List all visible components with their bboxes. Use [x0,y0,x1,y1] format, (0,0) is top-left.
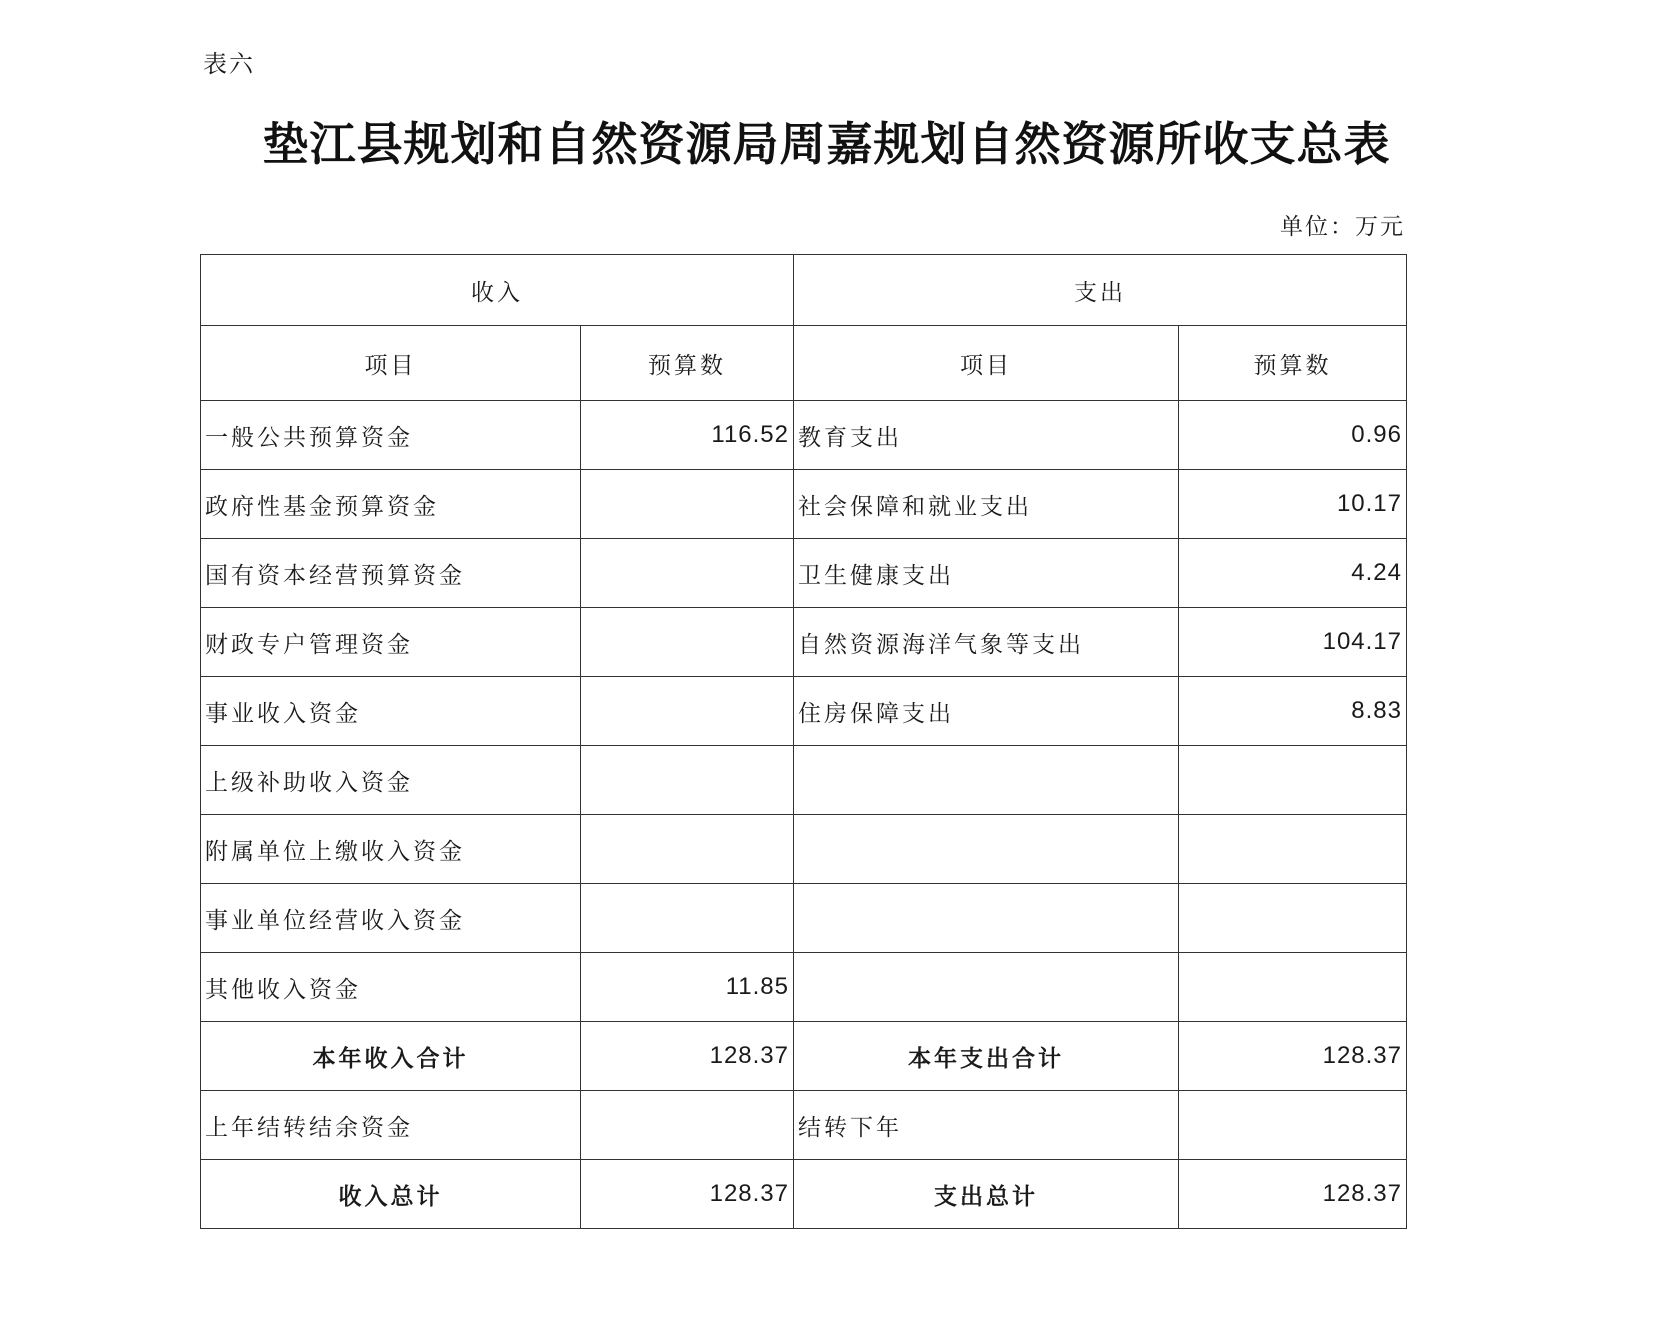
income-value-cell [581,608,794,677]
table-row [201,1091,1407,1160]
expense-item-cell: 自然资源海洋气象等支出 [794,608,1179,677]
income-item-cell: 事业收入资金 [201,677,581,746]
income-item-cell: 其他收入资金 [201,953,581,1022]
expense-value-cell: 10.17 [1179,470,1407,539]
expense-value-cell: 128.37 [1179,1022,1407,1091]
expense-item-cell [794,746,1179,815]
income-value-cell: 128.37 [581,1160,794,1229]
expense-item-cell: 教育支出 [794,401,1179,470]
income-item-cell: 财政专户管理资金 [201,608,581,677]
expense-item-cell [794,884,1179,953]
expense-item-cell: 住房保障支出 [794,677,1179,746]
income-value-cell [581,815,794,884]
table-row [201,677,1407,746]
expense-value-cell: 0.96 [1179,401,1407,470]
expense-item-cell: 支出总计 [794,1160,1179,1229]
expense-item-cell [794,953,1179,1022]
table-label: 表六 [203,50,255,78]
table-header-row [201,255,1407,326]
expense-value-cell [1179,953,1407,1022]
income-item-cell: 一般公共预算资金 [201,401,581,470]
table-row [201,815,1407,884]
income-item-header: 项目 [201,326,581,401]
expense-item-cell: 结转下年 [794,1091,1179,1160]
income-value-cell [581,539,794,608]
income-value-cell: 116.52 [581,401,794,470]
expense-item-cell: 本年支出合计 [794,1022,1179,1091]
income-expense-table [200,254,1407,1229]
table-subheader-row [201,326,1407,401]
table-row [201,470,1407,539]
income-item-cell: 本年收入合计 [201,1022,581,1091]
expense-value-cell [1179,1091,1407,1160]
expense-item-cell [794,815,1179,884]
expense-item-cell: 卫生健康支出 [794,539,1179,608]
income-item-cell: 政府性基金预算资金 [201,470,581,539]
income-value-cell [581,470,794,539]
table-row [201,884,1407,953]
expense-item-header: 项目 [794,326,1179,401]
income-value-cell [581,1091,794,1160]
income-value-cell: 128.37 [581,1022,794,1091]
expense-value-cell: 4.24 [1179,539,1407,608]
table-row [201,953,1407,1022]
income-item-cell: 上年结转结余资金 [201,1091,581,1160]
income-value-cell: 11.85 [581,953,794,1022]
expense-value-cell [1179,746,1407,815]
expense-value-cell [1179,815,1407,884]
income-value-cell [581,884,794,953]
expense-header: 支出 [794,255,1407,326]
table-row [201,608,1407,677]
income-item-cell: 上级补助收入资金 [201,746,581,815]
expense-value-cell: 8.83 [1179,677,1407,746]
table-row [201,1160,1407,1229]
income-value-cell [581,746,794,815]
table-row [201,539,1407,608]
income-budget-header: 预算数 [581,326,794,401]
expense-budget-header: 预算数 [1179,326,1407,401]
expense-item-cell: 社会保障和就业支出 [794,470,1179,539]
income-item-cell: 附属单位上缴收入资金 [201,815,581,884]
page-title: 垫江县规划和自然资源局周嘉规划自然资源所收支总表 [262,117,1391,171]
expense-value-cell: 104.17 [1179,608,1407,677]
income-header: 收入 [201,255,794,326]
table-row [201,1022,1407,1091]
expense-value-cell [1179,884,1407,953]
table-row [201,401,1407,470]
table-row [201,746,1407,815]
income-value-cell [581,677,794,746]
income-item-cell: 收入总计 [201,1160,581,1229]
unit-label: 单位：万元 [1280,214,1405,240]
expense-value-cell: 128.37 [1179,1160,1407,1229]
income-item-cell: 事业单位经营收入资金 [201,884,581,953]
income-item-cell: 国有资本经营预算资金 [201,539,581,608]
